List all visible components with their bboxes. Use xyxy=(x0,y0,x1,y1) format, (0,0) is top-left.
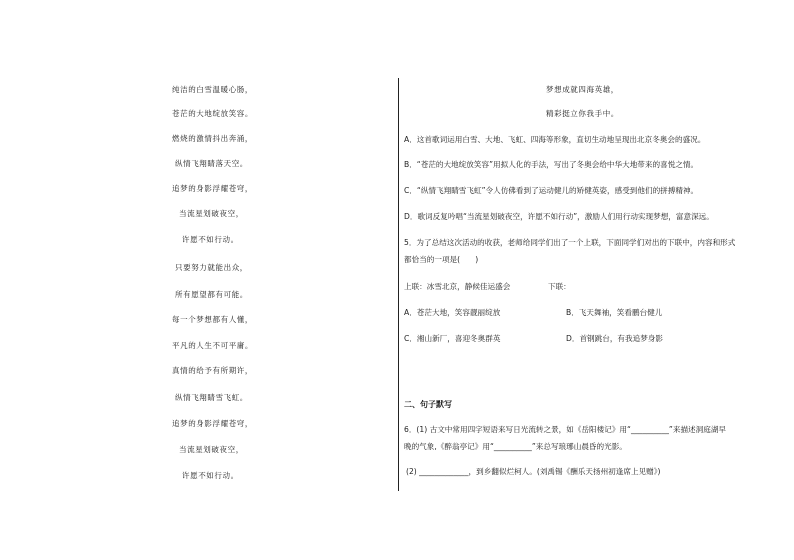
q5-option-a: A．苍茫大地，笑容靓丽绽放 xyxy=(404,308,501,317)
poem-line: 许愿不如行动。 xyxy=(182,471,239,480)
q5-option-b: B．飞天舞袖，笑看鹏台健儿 xyxy=(566,308,663,317)
poem-line: 真情的给予有所期许， xyxy=(172,366,253,375)
option-d: D．歌词反复吟唱“当流星划破夜空，许愿不如行动”，激励人们用行动实现梦想，富意深远。 xyxy=(404,212,714,221)
question-6-line: 6．(1) 古文中常用四字短语来写日光流转之景，如《岳阳楼记》用“__________”来描述洞庭湖早 xyxy=(404,425,727,434)
column-divider xyxy=(398,78,399,491)
poem-line: 苍茫的大地绽放笑容。 xyxy=(172,109,253,118)
option-a: A．这首歌词运用白雪、大地、飞虹、四海等形象，直切生动地呈现出北京冬奥会的盛况。 xyxy=(404,135,706,144)
poem-line: 当流星划破夜空， xyxy=(179,209,244,218)
poem-line: 纵情飞翔睛雪飞虹。 xyxy=(175,393,248,402)
option-b: B．“苍茫的大地绽放笑容”用拟人化的手法，写出了冬奥会给中华大地带来的喜悦之情。 xyxy=(404,160,699,169)
poem-line: 所有愿望都有可能。 xyxy=(175,290,248,299)
q5-option-d: D．首钢跳台，有我追梦身影 xyxy=(566,334,663,343)
poem-line: 追梦的身影浮耀苍穹， xyxy=(172,419,253,428)
q5-option-c: C．湘山新厂，喜迎冬奥群英 xyxy=(404,334,501,343)
poem-line: 精彩挺立你我手中。 xyxy=(546,109,619,118)
section-title: 二、句子默写 xyxy=(404,400,452,409)
poem-line: 梦想成就四海英雄， xyxy=(546,85,619,94)
poem-line: 平凡的人生不可平庸。 xyxy=(172,341,253,350)
poem-line: 许愿不如行动。 xyxy=(182,235,239,244)
poem-line: 纯洁的白雪温暖心肠， xyxy=(172,85,253,94)
couplet-upper: 上联：冰雪北京，静候佳运盛会 xyxy=(404,282,511,291)
question-5-stem-cont: 都恰当的一项是( ) xyxy=(404,255,479,264)
poem-line: 每一个梦想都有人懂， xyxy=(172,315,253,324)
question-6-line: 晚的气象,《醉翁亭记》用“__________”来总写琅琊山晨昏的光影。 xyxy=(404,442,627,451)
poem-line: 追梦的身影浮耀苍穹， xyxy=(172,184,253,193)
question-6-line: (2) _____________，到乡翻似烂柯人。(刘禹锡《酬乐天扬州初逢席上见赠》) xyxy=(406,467,661,476)
poem-line: 当流星划破夜空， xyxy=(179,445,244,454)
poem-line: 燃烧的激情抖出奔涌， xyxy=(172,134,253,143)
poem-line: 纵情飞翔睛落天空。 xyxy=(175,159,248,168)
question-5-stem: 5．为了总结这次活动的收获，老师给同学们出了一个上联，下面同学们对出的下联中，内容和形式 xyxy=(404,238,736,247)
poem-line: 只要努力就能出众， xyxy=(175,263,248,272)
couplet-lower: 下联： xyxy=(548,282,571,291)
option-c: C．“纵情飞翔睛雪飞虹”令人仿佛看到了运动健儿的矫健英姿，感受到他们的拼搏精神。 xyxy=(404,186,699,195)
